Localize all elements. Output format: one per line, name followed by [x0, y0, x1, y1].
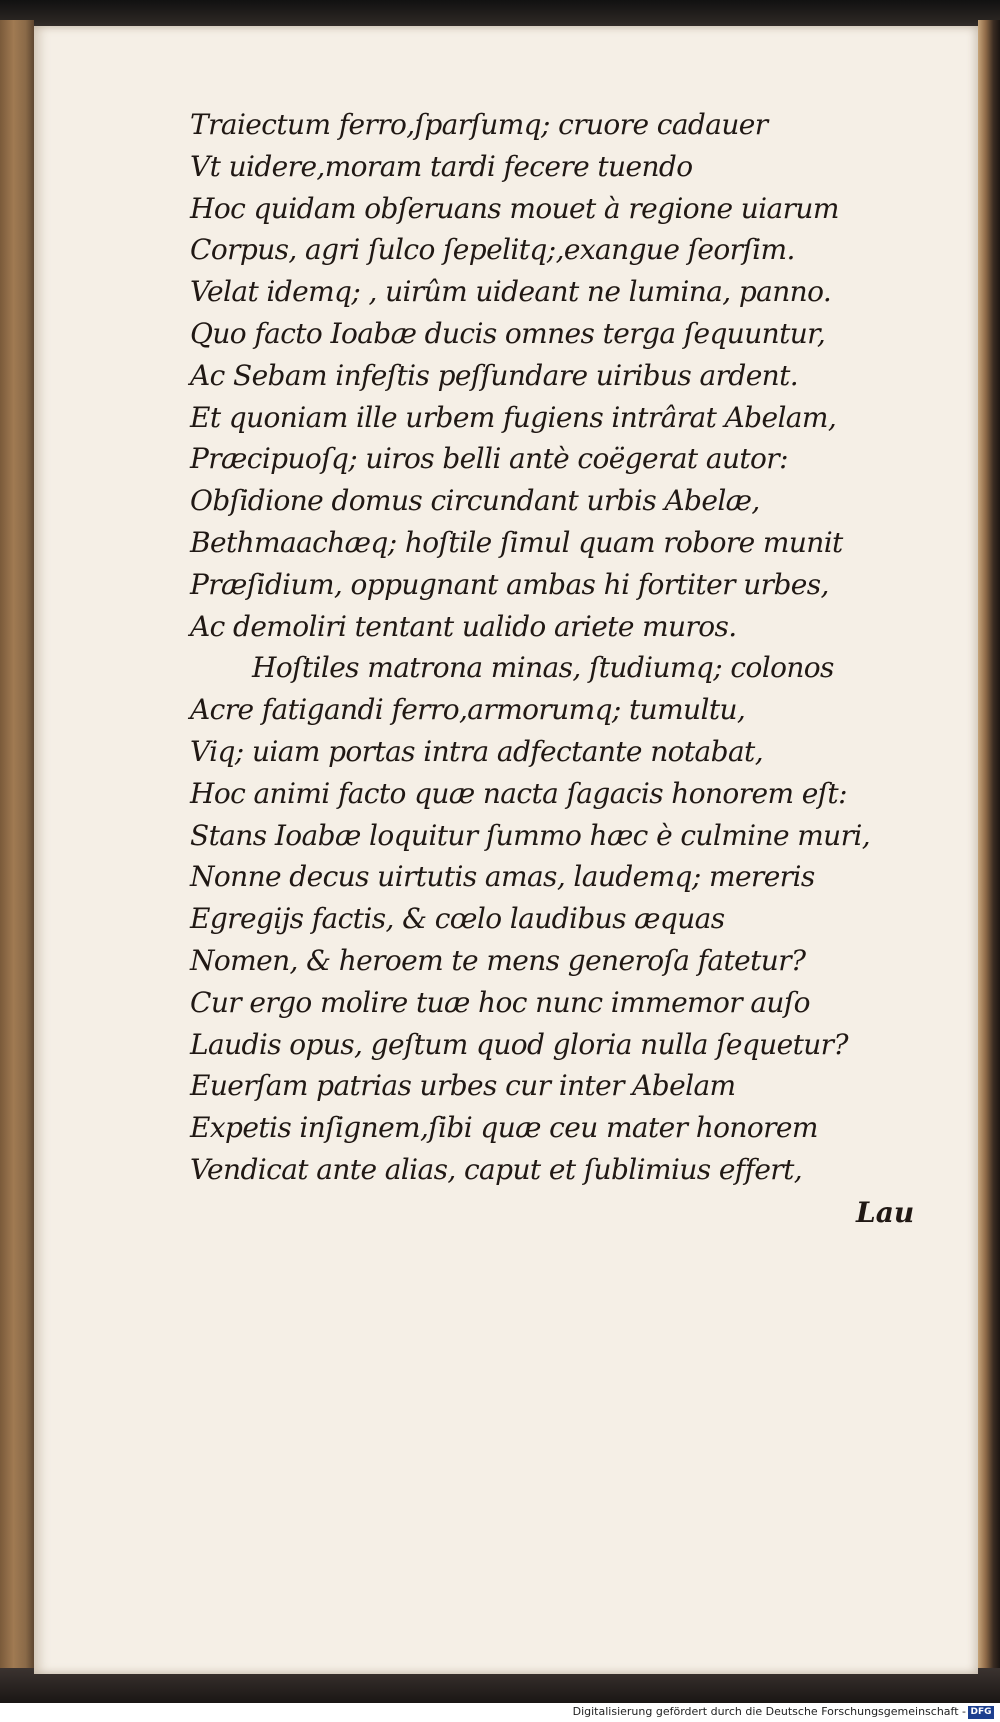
book-page [34, 26, 978, 1674]
text-line: Viq; uiam portas intra adfectante notabat, [190, 734, 764, 768]
text-line: Velat idemq; , uirûm uideant ne lumina, panno. [190, 275, 832, 309]
text-line: Hoc animi facto quæ nacta ſagacis honorem eſt: [190, 776, 847, 810]
book-spine [0, 20, 34, 1680]
text-line: Acre fatigandi ferro,armorumq; tumultu, [190, 693, 746, 727]
text-line: Hoſtiles matrona minas, ſtudiumq; colonos [252, 651, 834, 685]
text-line: Egregijs factis, & cœlo laudibus æquas [190, 902, 725, 936]
funding-note: Digitalisierung gefördert durch die Deutsche Forschungsgemeinschaft - [572, 1705, 966, 1718]
text-line: Laudis opus, geſtum quod gloria nulla ſequetur? [190, 1027, 848, 1061]
text-line: Bethmaachæq; hoſtile ſimul quam robore munit [190, 525, 843, 559]
book-fore-edge [978, 20, 1000, 1680]
text-line: Vendicat ante alias, caput et ſublimius effert, [190, 1152, 803, 1186]
text-line: Vt uidere,moram tardi fecere tuendo [190, 149, 693, 183]
text-line: Et quoniam ille urbem fugiens intrârat Abelam, [190, 400, 837, 434]
text-line: Traiectum ferro,ſparſumq; cruore cadauer [190, 108, 768, 141]
digitization-footer [0, 1703, 1000, 1722]
poem-text [190, 104, 890, 1191]
text-line: Præſidium, oppugnant ambas hi fortiter urbes, [190, 567, 829, 601]
text-line: Cur ergo molire tuæ hoc nunc immemor auſo [190, 985, 810, 1019]
text-line: Obſidione domus circundant urbis Abelæ, [190, 484, 760, 518]
text-line: Hoc quidam obſeruans mouet à regione uiarum [190, 191, 839, 225]
dfg-logo: DFG [968, 1706, 994, 1719]
text-line: Nonne decus uirtutis amas, laudemq; mereris [190, 860, 815, 894]
text-line: Stans Ioabæ loquitur ſummo hæc è culmine muri, [190, 818, 871, 852]
text-line: Ac Sebam infeſtis peſſundare uiribus ardent. [190, 358, 799, 392]
text-line: Expetis inſignem,ſibi quæ ceu mater honorem [190, 1111, 818, 1145]
text-line: Euerſam patrias urbes cur inter Abelam [190, 1069, 736, 1103]
text-line: Nomen, & heroem te mens generoſa fatetur? [190, 943, 806, 977]
text-line: Ac demoliri tentant ualido ariete muros. [190, 609, 737, 643]
text-line: Præcipuoſq; uiros belli antè coëgerat autor: [190, 442, 788, 476]
text-line: Corpus, agri ſulco ſepelitq;,exangue ſeorſim. [190, 233, 795, 267]
catchword: Lau [856, 1196, 915, 1229]
text-line: Quo facto Ioabæ ducis omnes terga ſequuntur, [190, 316, 826, 350]
